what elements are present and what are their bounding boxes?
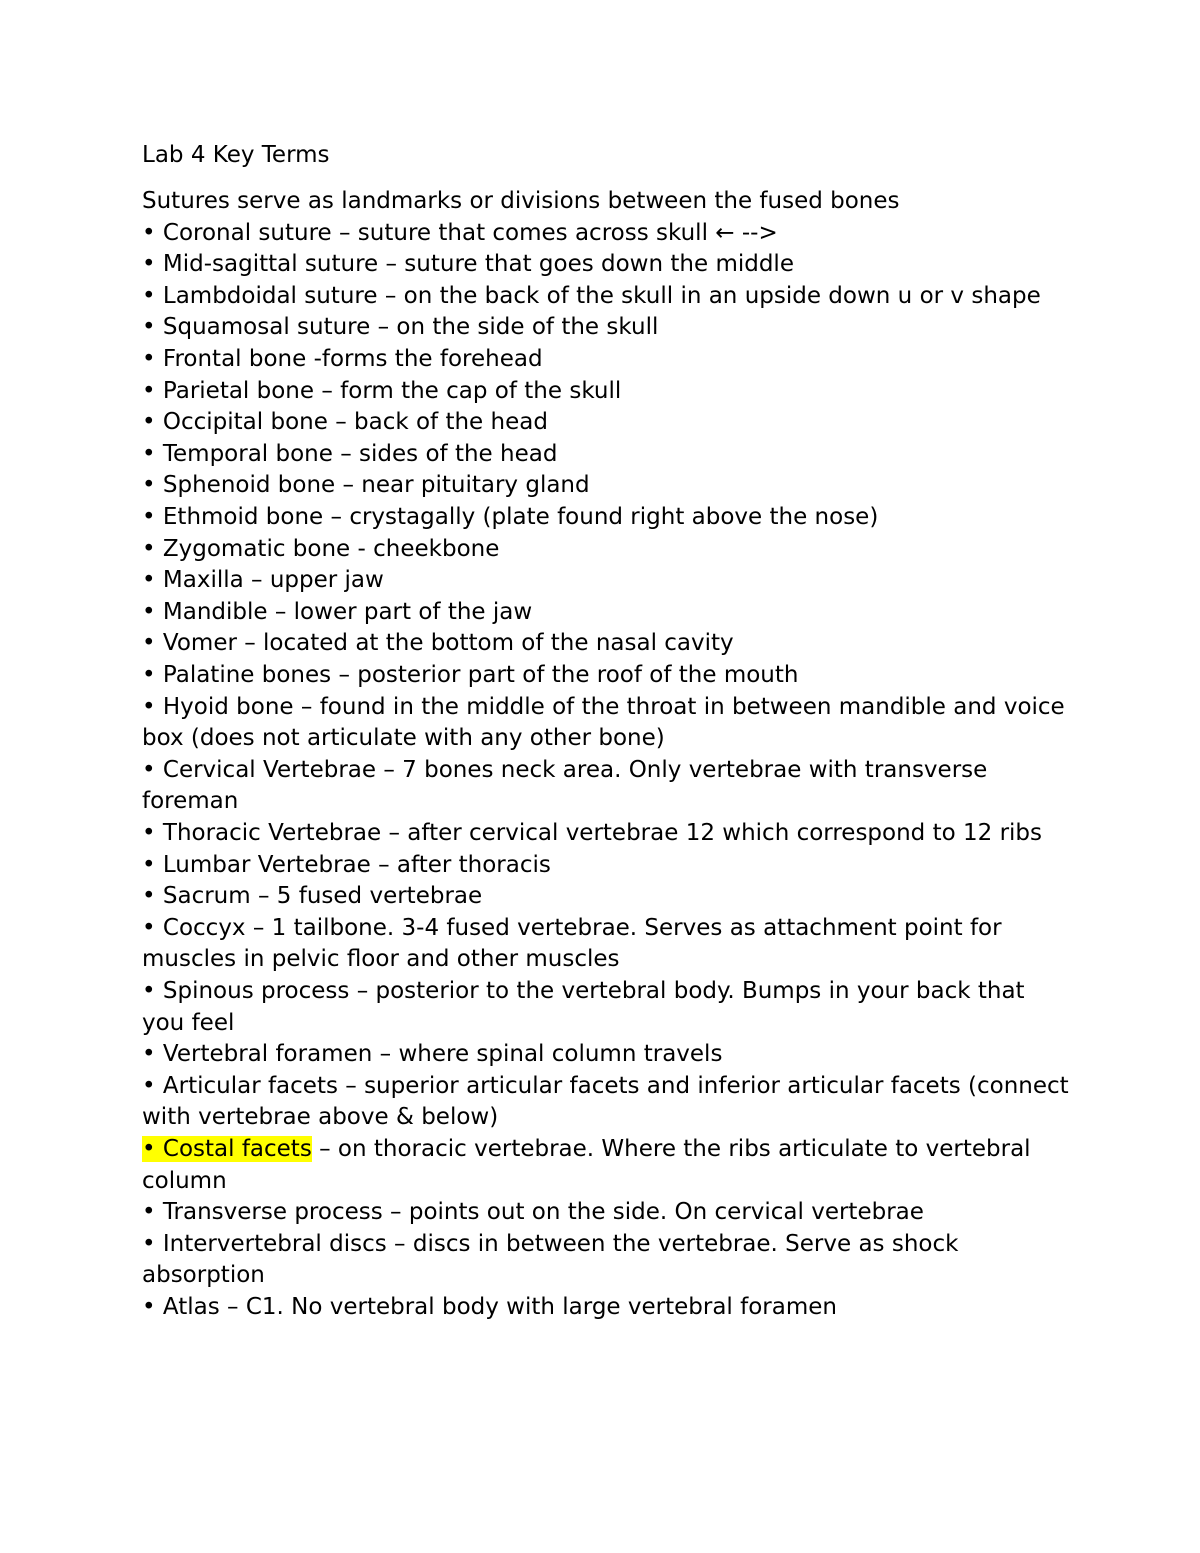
term-name: Zygomatic bone [162, 535, 351, 562]
term-name: Palatine bones [162, 662, 332, 688]
key-terms-list [142, 218, 1072, 1324]
term-lead [142, 314, 370, 340]
list-item [142, 660, 1072, 692]
term-description: – on the back of the skull in an upside down u or v shape [377, 282, 1041, 309]
term-name: Thoracic Vertebrae [162, 819, 382, 846]
term-lead [142, 1041, 372, 1067]
list-item [142, 376, 1072, 408]
bullet-marker: • [142, 1293, 163, 1320]
term-name: Squamosal suture [162, 314, 371, 341]
term-name: Lambdoidal suture [162, 282, 378, 309]
bullet-marker: • [142, 377, 163, 404]
list-item [142, 534, 1072, 566]
list-item [142, 881, 1072, 913]
term-name: Sacrum [162, 883, 251, 910]
list-item [142, 407, 1072, 439]
term-lead [142, 852, 371, 878]
bullet-marker: • [142, 819, 163, 846]
term-name: Occipital bone [162, 409, 328, 436]
bullet-marker: • [142, 1072, 163, 1099]
list-item [142, 850, 1072, 882]
term-name: Vertebral foramen [162, 1041, 373, 1068]
bullet-marker: • [142, 282, 163, 309]
term-name: Ethmoid bone [162, 504, 324, 531]
term-lead [142, 1199, 383, 1225]
term-lead [142, 820, 381, 846]
term-description: – points out on the side. On cervical vertebrae [382, 1199, 924, 1226]
term-description: – after cervical vertebrae 12 which correspond to 12 ribs [381, 819, 1043, 846]
term-lead [142, 220, 332, 246]
term-name: Transverse process [162, 1199, 383, 1226]
term-name: Intervertebral discs [162, 1230, 387, 1257]
term-description: -forms the forehead [306, 346, 543, 373]
bullet-marker: • [142, 314, 163, 341]
term-description: – discs in between the vertebrae. Serve as shock absorption [142, 1230, 959, 1289]
term-description: – sides of the head [332, 440, 558, 467]
bullet-marker: • [142, 567, 163, 594]
list-item [142, 755, 1072, 818]
term-name: Atlas [162, 1293, 220, 1320]
term-description: – 5 fused vertebrae [250, 883, 483, 910]
term-description: – where spinal column travels [372, 1041, 723, 1068]
term-description: – superior articular facets and inferior articular facets (connect with vertebrae above & below) [142, 1072, 1069, 1131]
term-description: – form the cap of the skull [314, 377, 622, 404]
list-item [142, 1134, 1072, 1197]
bullet-marker: • [142, 1041, 163, 1068]
term-description: - cheekbone [350, 535, 500, 562]
term-description: – found in the middle of the throat in between mandible and voice box (does not articulate with any other bone) [142, 693, 1065, 752]
term-name: Mandible [162, 598, 268, 625]
bullet-marker: • [142, 409, 163, 436]
term-description: – posterior to the vertebral body. Bumps in your back that you feel [142, 977, 1025, 1036]
bullet-marker: • [142, 346, 163, 373]
term-lead [142, 441, 333, 467]
term-description: – on the side of the skull [370, 314, 659, 341]
list-item [142, 692, 1072, 755]
term-description: – near pituitary gland [335, 472, 590, 499]
term-lead [142, 283, 378, 309]
term-name: Spinous process [162, 977, 350, 1004]
bullet-marker: • [142, 630, 163, 657]
term-name: Articular facets [162, 1072, 338, 1099]
list-item [142, 218, 1072, 250]
list-item [142, 628, 1072, 660]
term-lead [142, 694, 294, 720]
term-description: – located at the bottom of the nasal cavity [236, 630, 734, 657]
term-name: Sphenoid bone [162, 472, 336, 499]
list-item [142, 1292, 1072, 1324]
term-lead [142, 1294, 220, 1320]
bullet-marker: • [142, 598, 163, 625]
bullet-marker: • [142, 662, 163, 688]
list-item [142, 281, 1072, 313]
list-item [142, 249, 1072, 281]
term-name: Coronal suture [162, 219, 332, 246]
highlighted-term [142, 1136, 312, 1162]
list-item [142, 470, 1072, 502]
term-lead [142, 883, 251, 909]
list-item [142, 1197, 1072, 1229]
term-name: Hyoid bone [162, 693, 294, 720]
term-name: Frontal bone [162, 346, 307, 373]
list-item [142, 913, 1072, 976]
term-lead [142, 630, 237, 656]
bullet-marker: • [142, 1199, 163, 1226]
term-lead [142, 378, 314, 404]
term-lead [142, 251, 378, 277]
term-name: Maxilla [162, 567, 244, 594]
list-item [142, 439, 1072, 471]
term-lead [142, 757, 376, 783]
term-description: – 7 bones neck area. Only vertebrae with transverse foreman [142, 756, 988, 815]
term-lead [142, 567, 244, 593]
bullet-marker: • [142, 693, 163, 720]
bullet-marker: • [142, 1230, 163, 1257]
bullet-marker: • [142, 504, 163, 531]
term-lead [142, 662, 331, 688]
bullet-marker: • [142, 756, 163, 783]
list-item [142, 976, 1072, 1039]
list-item [142, 344, 1072, 376]
term-name: Parietal bone [162, 377, 315, 404]
term-lead [142, 536, 350, 562]
list-item [142, 1071, 1072, 1134]
list-item [142, 1039, 1072, 1071]
list-item [142, 818, 1072, 850]
term-description: – suture that goes down the middle [378, 251, 794, 278]
term-name: Temporal bone [162, 440, 333, 467]
list-item [142, 312, 1072, 344]
term-name: Vomer [162, 630, 237, 657]
bullet-marker: • [142, 851, 163, 878]
bullet-marker: • [142, 219, 163, 246]
term-lead [142, 599, 268, 625]
term-name: Coccyx [162, 914, 246, 941]
term-lead [142, 1073, 338, 1099]
bullet-marker: • [142, 440, 163, 467]
list-item [142, 1229, 1072, 1292]
document-body [142, 140, 1072, 1323]
bullet-marker: • [142, 914, 163, 941]
term-name: Mid-sagittal suture [162, 251, 379, 278]
term-description: – back of the head [327, 409, 548, 436]
term-description: – after thoracis [370, 851, 551, 878]
bullet-marker: • [142, 535, 163, 562]
term-name: Costal facets [162, 1135, 312, 1162]
term-description: – upper jaw [243, 567, 384, 594]
term-lead [142, 346, 306, 372]
bullet-marker: • [142, 251, 163, 278]
intro-paragraph: Sutures serve as landmarks or divisions between the fused bones [142, 188, 900, 215]
term-description: – posterior part of the roof of the mouth [331, 662, 799, 688]
term-name: Lumbar Vertebrae [162, 851, 371, 878]
term-lead [142, 915, 246, 941]
term-lead [142, 978, 349, 1004]
term-lead [142, 1231, 387, 1257]
bullet-marker: • [142, 1135, 163, 1162]
term-description: – 1 tailbone. 3-4 fused vertebrae. Serves as attachment point for muscles in pelvic floor and other muscles [142, 914, 1002, 973]
term-description: – crystagally (plate found right above the nose) [323, 504, 879, 531]
term-description: – C1. No vertebral body with large vertebral foramen [219, 1293, 837, 1320]
bullet-marker: • [142, 883, 163, 910]
bullet-marker: • [142, 472, 163, 499]
term-lead [142, 472, 335, 498]
bullet-marker: • [142, 977, 163, 1004]
term-description: – suture that comes across skull ← --> [331, 219, 778, 246]
list-item [142, 565, 1072, 597]
term-lead [142, 504, 323, 530]
term-lead [142, 409, 328, 435]
list-item [142, 597, 1072, 629]
term-description: – lower part of the jaw [267, 598, 533, 625]
term-description: – on thoracic vertebrae. Where the ribs articulate to vertebral column [142, 1135, 1031, 1194]
list-item [142, 502, 1072, 534]
term-name: Cervical Vertebrae [162, 756, 377, 783]
document-title: Lab 4 Key Terms [142, 142, 330, 168]
